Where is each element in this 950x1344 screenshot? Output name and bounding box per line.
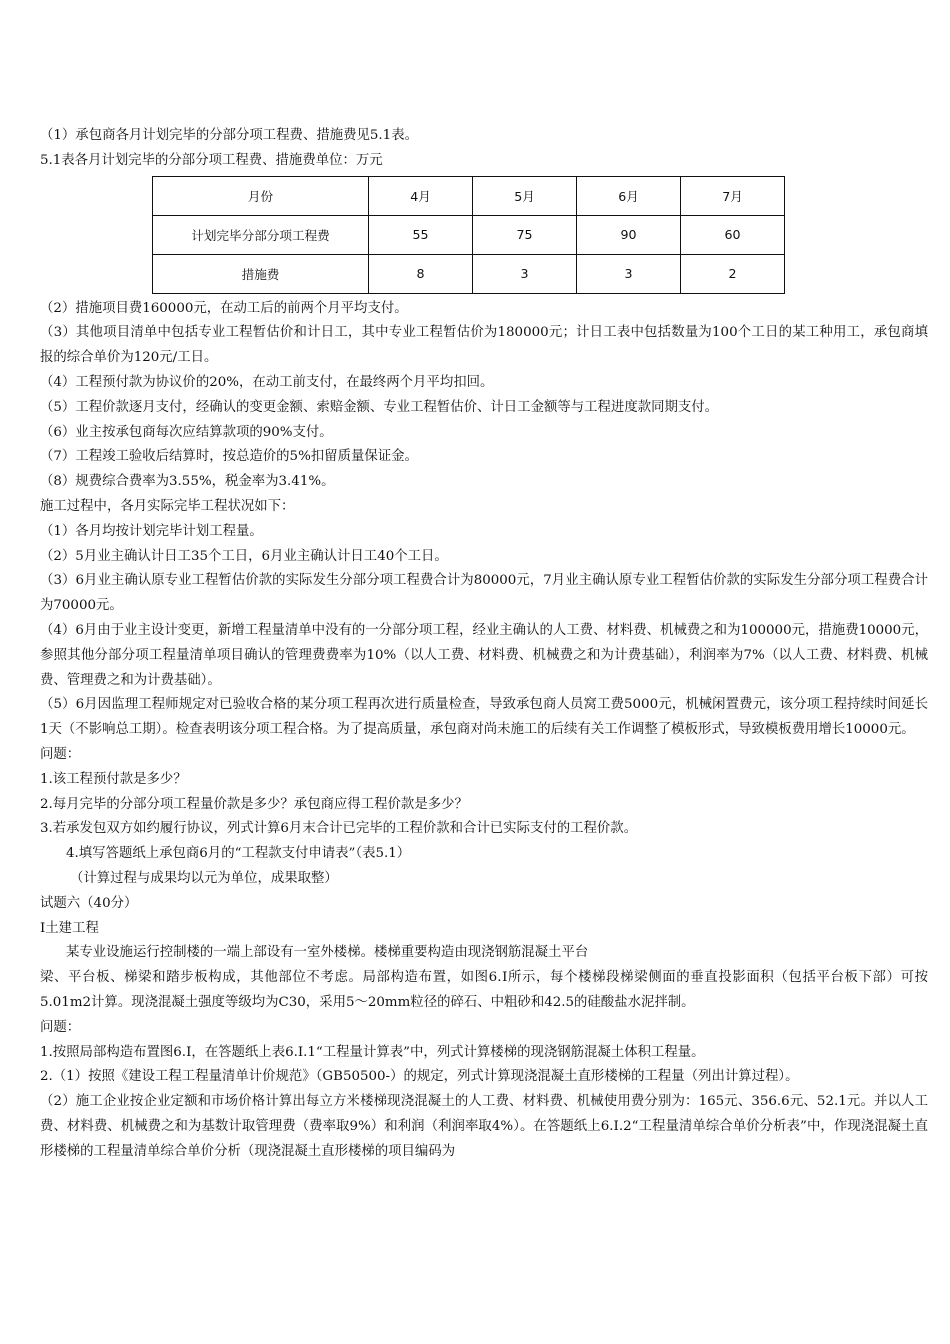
paragraph: （4）6月由于业主设计变更，新增工程量清单中没有的一分部分项工程，经业主确认的人工费、材料费、机械费之和为100000元，措施费10000元，参照其他分部分项工程量清单项目确认的管理费费率为10%（以人工费、材料费、机械费之和为计费基础），利润率为7%（以人工费、材料费、机械费、管理费之和为计费基础）。 [40, 622, 928, 688]
question: 2.（1）按照《建设工程工程量清单计价规范》（GB50500-）的规定，列式计算现浇混凝土直形楼梯的工程量（列出计算过程）。 [40, 1069, 799, 1085]
table-cell: 3 [473, 254, 577, 293]
table-row [153, 254, 785, 293]
paragraph: （7）工程竣工验收后结算时，按总造价的5%扣留质量保证金。 [40, 449, 418, 465]
table-cell: 60 [681, 215, 785, 254]
table-caption: 5.1表各月计划完毕的分部分项工程费、措施费单位：万元 [40, 152, 383, 168]
questions-heading: 问题： [40, 1019, 81, 1035]
monthly-plan-table [152, 176, 785, 294]
paragraph: （5）6月因监理工程师规定对已验收合格的某分项工程再次进行质量检查，导致承包商人员窝工费5000元，机械闲置费元，该分项工程持续时间延长1天（不影响总工期）。检查表明该分项工程合格。为了提高质量，承包商对尚未施工的后续有关工作调整了模板形式，导致模板费用增长10000元。 [40, 697, 928, 738]
paragraph: （3）其他项目清单中包括专业工程暂估价和计日工，其中专业工程暂估价为180000元；计日工表中包括数量为100个工日的某工种用工，承包商填报的综合单价为120元/工日。 [40, 325, 928, 366]
table-header-cell: 5月 [473, 176, 577, 215]
question: 1.按照局部构造布置图6.Ⅰ，在答题纸上表6.Ⅰ.1“工程量计算表”中，列式计算楼梯的现浇钢筋混凝土体积工程量。 [40, 1044, 705, 1060]
paragraph: （6）业主按承包商每次应结算款项的90%支付。 [40, 424, 333, 440]
table-row [153, 215, 785, 254]
question: 3.若承发包双方如约履行协议，列式计算6月末合计已完毕的工程价款和合计已实际支付的工程价款。 [40, 821, 638, 837]
section-title: 试题六（40分） [40, 895, 138, 911]
table-header-cell: 4月 [369, 176, 473, 215]
table-row-label: 措施费 [153, 254, 369, 293]
question: 4.填写答题纸上承包商6月的“工程款支付申请表”（表5.1） [66, 846, 411, 862]
table-cell: 90 [577, 215, 681, 254]
questions-heading: 问题： [40, 746, 81, 762]
document-page [40, 124, 928, 1164]
table-cell: 3 [577, 254, 681, 293]
paragraph: （1）各月均按计划完毕计划工程量。 [40, 523, 263, 539]
paragraph: 施工过程中，各月实际完毕工程状况如下： [40, 498, 295, 514]
question-note: （计算过程与成果均以元为单位，成果取整） [70, 870, 338, 886]
question: （2）施工企业按企业定额和市场价格计算出每立方米楼梯现浇混凝土的人工费、材料费、机械使用费分别为：165元、356.6元、52.1元。并以人工费、材料费、机械费之和为基数计取管理费（费率取9%）和利润（利润率取4%）。在答题纸上6.Ⅰ.2“工程量清单综合单价分析表”中，作现浇混凝土直形楼梯的工程量清单综合单价分析（现浇混凝土直形楼梯的项目编码为 [40, 1094, 928, 1159]
paragraph: 某专业设施运行控制楼的一端上部设有一室外楼梯。楼梯重要构造由现浇钢筋混凝土平台 [66, 945, 589, 961]
question: 1.该工程预付款是多少？ [40, 771, 187, 787]
paragraph: （5）工程价款逐月支付，经确认的变更金额、索赔金额、专业工程暂估价、计日工金额等与工程进度款同期支付。 [40, 399, 719, 415]
table-header-cell: 7月 [681, 176, 785, 215]
paragraph: （3）6月业主确认原专业工程暂估价款的实际发生分部分项工程费合计为80000元，7月业主确认原专业工程暂估价款的实际发生分部分项工程费合计为70000元。 [40, 573, 928, 614]
table-cell: 55 [369, 215, 473, 254]
table-cell: 8 [369, 254, 473, 293]
paragraph: 梁、平台板、梯梁和踏步板构成，其他部位不考虑。局部构造布置，如图6.Ⅰ所示，每个楼梯段梯梁侧面的垂直投影面积（包括平台板下部）可按5.01m2计算。现浇混凝土强度等级均为C30，采用5～20mm粒径的碎石、中粗砂和42.5的硅酸盐水泥拌制。 [40, 970, 928, 1010]
table-header-cell: 6月 [577, 176, 681, 215]
intro-line-1: （1）承包商各月计划完毕的分部分项工程费、措施费见5.1表。 [40, 128, 418, 143]
sub-title: Ⅰ土建工程 [40, 920, 99, 936]
table-header-cell: 月份 [153, 176, 369, 215]
table-cell: 75 [473, 215, 577, 254]
paragraph: （8）规费综合费率为3.55%，税金率为3.41%。 [40, 474, 335, 490]
question: 2.每月完毕的分部分项工程量价款是多少？承包商应得工程价款是多少？ [40, 796, 468, 812]
paragraph: （2）措施项目费160000元，在动工后的前两个月平均支付。 [40, 300, 408, 316]
paragraph: （2）5月业主确认计日工35个工日，6月业主确认计日工40个工日。 [40, 548, 448, 564]
table-cell: 2 [681, 254, 785, 293]
table-row-label: 计划完毕分部分项工程费 [153, 215, 369, 254]
table-header-row [153, 176, 785, 215]
paragraph: （4）工程预付款为协议价的20%，在动工前支付，在最终两个月平均扣回。 [40, 374, 494, 390]
